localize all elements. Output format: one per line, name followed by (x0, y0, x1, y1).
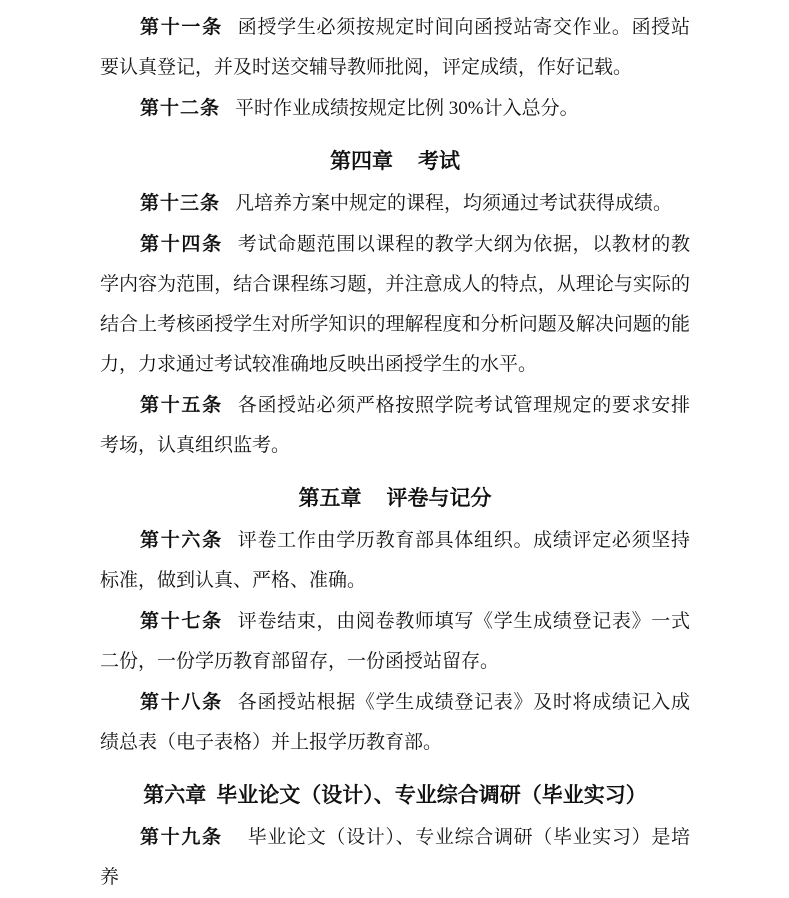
article-15-number: 第十五条 (140, 395, 223, 416)
article-15-paragraph (100, 386, 690, 466)
chapter-4-number: 第四章 (330, 150, 393, 173)
article-18-paragraph (100, 683, 690, 763)
article-11-paragraph (100, 8, 690, 88)
chapter-5-title: 评卷与记分 (386, 487, 492, 510)
chapter-4-title: 考试 (418, 150, 460, 173)
article-17-number: 第十七条 (140, 611, 223, 632)
article-11-number: 第十一条 (140, 17, 223, 38)
article-18-text: 各函授站根据《学生成绩登记表》及时将成绩记入成绩总表（电子表格）并上报学历教育部。 (100, 692, 690, 753)
chapter-6-heading (100, 776, 690, 816)
article-12-paragraph (100, 89, 690, 129)
article-14-paragraph (100, 225, 690, 385)
article-19-text: 毕业论文（设计）、专业综合调研（毕业实习）是培养 (100, 827, 690, 888)
article-19-number: 第十九条 (140, 827, 223, 848)
chapter-5-heading (100, 479, 690, 519)
article-13-paragraph (100, 184, 690, 224)
article-15-text: 各函授站必须严格按照学院考试管理规定的要求安排考场，认真组织监考。 (100, 395, 690, 456)
article-17-paragraph (100, 602, 690, 682)
chapter-6-title: 毕业论文（设计）、专业综合调研（毕业实习） (216, 784, 647, 807)
article-16-number: 第十六条 (140, 530, 223, 551)
article-19-paragraph (100, 818, 690, 898)
article-14-text: 考试命题范围以课程的教学大纲为依据，以教材的教学内容为范围，结合课程练习题，并注意成人的特点，从理论与实际的结合上考核函授学生对所学知识的理解程度和分析问题及解决问题的能力，力求通过考试较准确地反映出函授学生的水平。 (100, 234, 690, 375)
article-17-text: 评卷结束，由阅卷教师填写《学生成绩登记表》一式二份，一份学历教育部留存，一份函授站留存。 (100, 611, 690, 672)
article-16-paragraph (100, 521, 690, 601)
chapter-4-heading (100, 142, 690, 182)
article-12-text: 平时作业成绩按规定比例 30%计入总分。 (235, 98, 579, 119)
article-13-text: 凡培养方案中规定的课程，均须通过考试获得成绩。 (235, 193, 673, 214)
article-11-text: 函授学生必须按规定时间向函授站寄交作业。函授站要认真登记，并及时送交辅导教师批阅，评定成绩，作好记载。 (100, 17, 690, 78)
article-12-number: 第十二条 (140, 98, 221, 119)
article-14-number: 第十四条 (140, 234, 223, 255)
article-16-text: 评卷工作由学历教育部具体组织。成绩评定必须坚持标准，做到认真、严格、准确。 (100, 530, 690, 591)
chapter-6-number: 第六章 (143, 784, 207, 807)
article-13-number: 第十三条 (140, 193, 221, 214)
chapter-5-number: 第五章 (298, 487, 362, 510)
article-18-number: 第十八条 (140, 692, 223, 713)
